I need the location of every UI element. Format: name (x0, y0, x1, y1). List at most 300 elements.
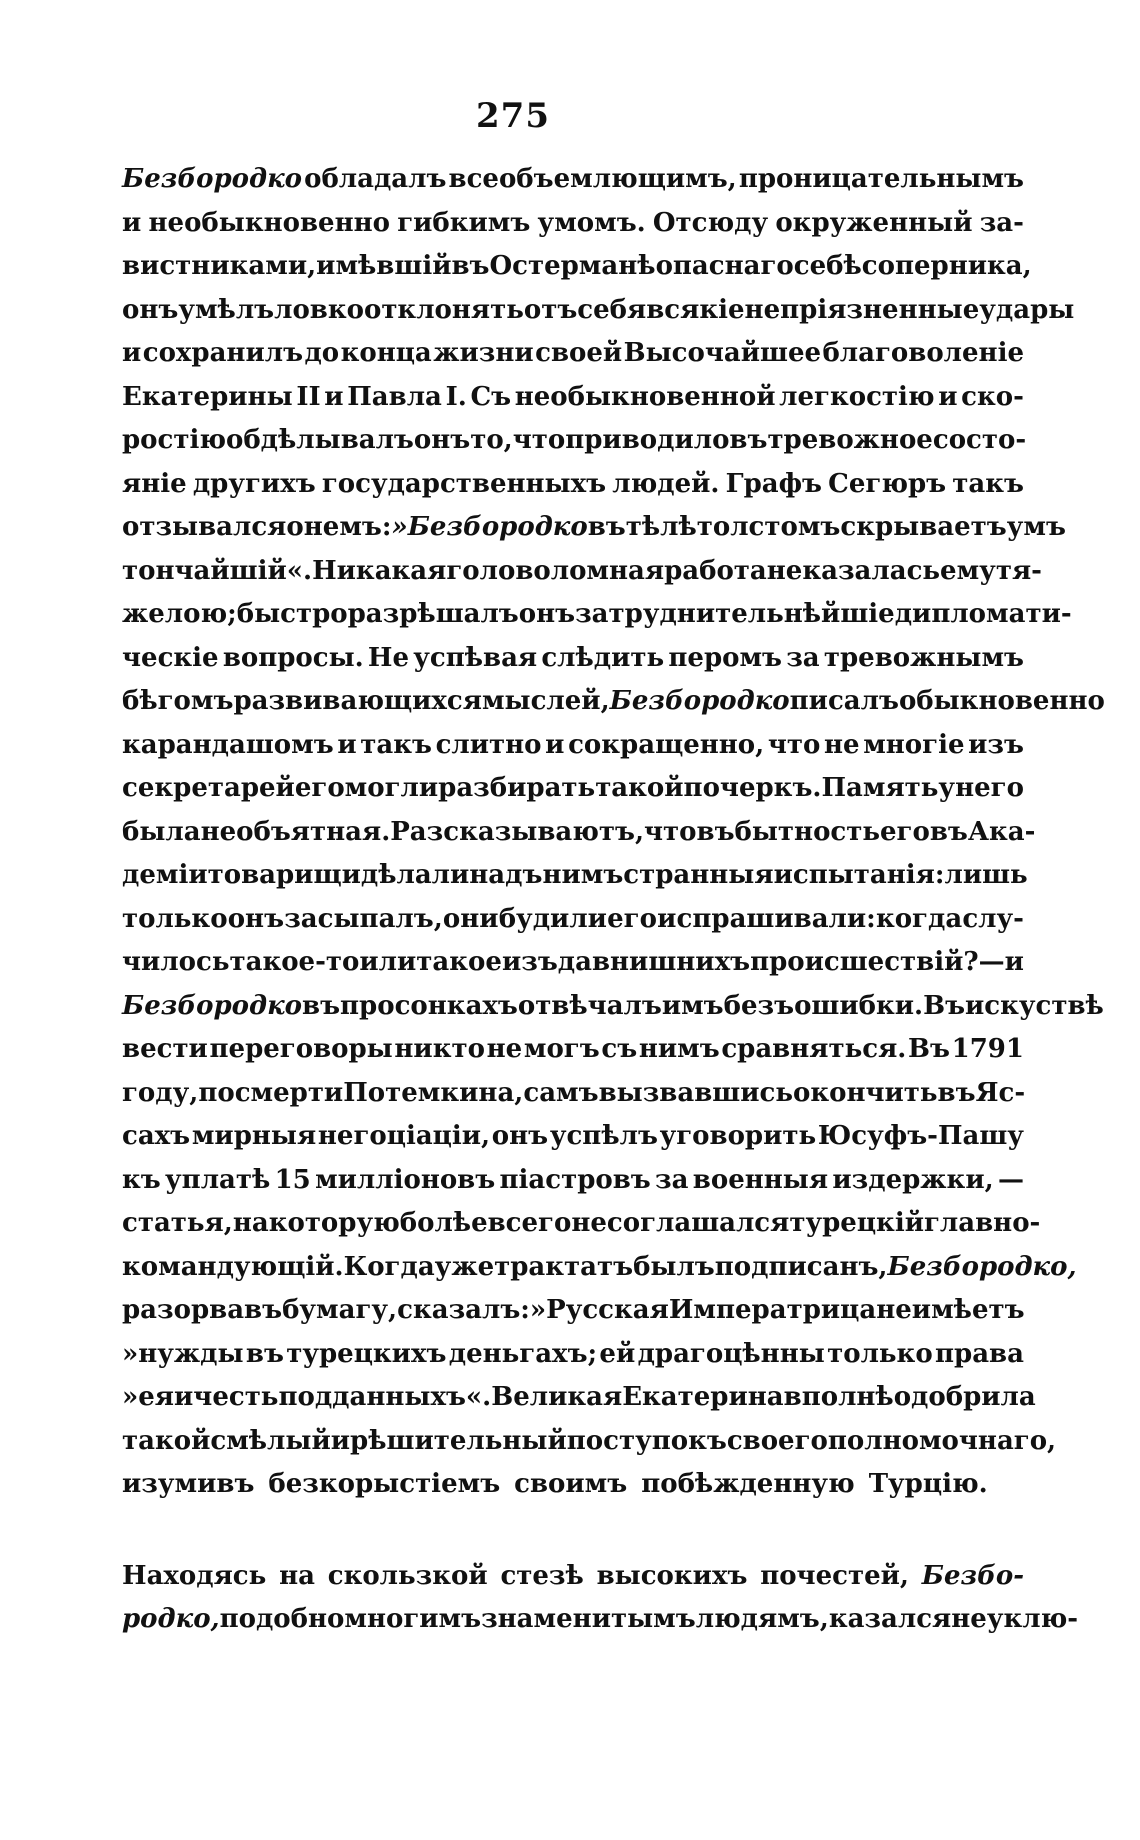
word: яніе (122, 468, 187, 499)
word: по (198, 1077, 235, 1108)
word: Павла (347, 381, 442, 412)
word: за (655, 1164, 689, 1195)
word: такое-то (229, 947, 360, 977)
word: турецкій (789, 1208, 924, 1238)
word: никто (394, 1034, 485, 1064)
word: честь (193, 1382, 279, 1412)
word: умомъ. (537, 207, 646, 238)
text-line (122, 1202, 1041, 1246)
word: отклонять (363, 294, 524, 325)
text-line (122, 245, 1032, 289)
word: стезѣ (500, 1560, 584, 1591)
text-line (122, 985, 1104, 1029)
word: развивающихся (233, 686, 482, 716)
word: окруженный (775, 207, 973, 238)
text-line (122, 1598, 1079, 1642)
word: году, (122, 1077, 199, 1108)
word: затруднительнѣйшіе (575, 599, 895, 629)
word: ческіе (122, 642, 219, 673)
word: нимъ (638, 1034, 720, 1064)
text-line (122, 289, 1075, 333)
word: товарищи (207, 860, 361, 890)
word: не (571, 1208, 607, 1238)
word: до (304, 338, 340, 368)
word: его (880, 816, 930, 847)
paragraph-spacer (122, 1507, 1024, 1555)
word: въ (937, 1077, 976, 1108)
word: опаснаго (655, 251, 794, 281)
word: успѣлъ (549, 1121, 658, 1151)
word: подданныхъ«. (278, 1382, 492, 1412)
word: разрѣшалъ (347, 599, 519, 629)
paragraph (122, 1555, 1079, 1642)
word: II (296, 381, 321, 412)
word: дѣлали (360, 860, 470, 890)
word: статья, (122, 1208, 233, 1238)
word: отвѣчалъ (517, 990, 662, 1021)
word: тревожное (767, 425, 933, 455)
word: съ (601, 1034, 638, 1064)
word: себѣ (793, 251, 862, 281)
text-line (122, 550, 1042, 594)
word: многимъ (344, 1604, 482, 1634)
word: турецкихъ (286, 1338, 447, 1369)
word: могъ (523, 1034, 600, 1064)
text-line (122, 202, 1024, 246)
text-line (122, 332, 1024, 376)
word: приводило (565, 425, 730, 455)
word: ростію (122, 425, 226, 455)
text-line (122, 1115, 1024, 1159)
word: необыкновенно (148, 207, 390, 238)
word: уже (434, 1251, 495, 1282)
word: Не (367, 642, 410, 673)
text-line (122, 1028, 1024, 1072)
word: бумагу, (282, 1295, 398, 1325)
word: Турцію. (868, 1469, 988, 1499)
word: I. (445, 381, 467, 412)
word: за- (979, 207, 1024, 238)
word: карандашомъ (122, 729, 334, 760)
word: разорвавъ (122, 1295, 283, 1325)
word: Въ (923, 990, 966, 1021)
word: многіе (863, 729, 965, 760)
word: Безбо- (921, 1560, 1024, 1591)
word: былъ (633, 1251, 715, 1282)
word: Когда (343, 1251, 435, 1282)
word: окончить (792, 1077, 938, 1108)
word: ей (599, 1338, 636, 1369)
word: командующій. (122, 1251, 344, 1282)
word: будили (498, 903, 607, 934)
word: отзывался (122, 512, 287, 542)
word: дипломати- (894, 599, 1072, 629)
word: казалась (802, 555, 941, 586)
word: вопросы. (222, 642, 364, 673)
word: мыслей, (481, 686, 610, 716)
word: подписанъ, (714, 1251, 888, 1282)
word: изумивъ (122, 1469, 255, 1499)
text-line (122, 1072, 1024, 1116)
word: »ея (122, 1382, 174, 1412)
word: умѣлъ (178, 294, 275, 325)
word: уплатѣ (165, 1164, 271, 1195)
word: ловко (274, 294, 364, 325)
word: вызвавшись (598, 1077, 793, 1108)
word: чилось (122, 947, 230, 977)
word: Разсказываютъ, (390, 816, 645, 847)
word: за (786, 642, 820, 673)
word: Юсуфъ-Пашу (817, 1121, 1024, 1151)
page-number: 275 (476, 96, 550, 136)
word: испытанія: (773, 860, 945, 890)
word: была (122, 816, 201, 847)
word: неуклю- (951, 1604, 1079, 1634)
word: вистниками, (122, 251, 317, 281)
word: давнишнихъ (557, 947, 751, 977)
word: проницательнымъ (738, 164, 1024, 194)
word: самъ (523, 1077, 599, 1108)
word: или (359, 947, 417, 977)
word: тончайшій«. (122, 555, 313, 586)
word: и (657, 903, 677, 934)
word: Екатерины (122, 381, 293, 412)
word: его (607, 903, 657, 934)
word: людямъ, (695, 1604, 829, 1634)
word: умъ (1006, 512, 1066, 542)
word: Ака- (967, 816, 1036, 847)
word: Потемкина, (343, 1077, 524, 1108)
word: и (324, 381, 344, 412)
word: Съ (470, 381, 512, 412)
word: нимъ (542, 860, 624, 890)
word: только (827, 1338, 933, 1369)
word: лишь (944, 860, 1028, 890)
word: слѣдить (541, 642, 665, 673)
word: Память (821, 773, 939, 803)
text-line (122, 1246, 1077, 1290)
text-line (122, 1555, 1024, 1599)
word: что (644, 816, 697, 847)
word: деньгахъ; (448, 1338, 598, 1369)
word: которую (268, 1208, 400, 1238)
word: толстомъ (696, 512, 841, 542)
word: необыкновенной (514, 381, 776, 412)
word: бытность (734, 816, 881, 847)
word: въ (451, 251, 490, 281)
text-line (122, 1463, 1024, 1507)
word: безкорыстіемъ (268, 1469, 501, 1499)
word: секретарей (122, 773, 295, 803)
text-line (122, 724, 1024, 768)
text-line (122, 898, 1024, 942)
word: Сегюръ (828, 468, 947, 499)
word: вести (122, 1034, 208, 1064)
word: необъятная. (200, 816, 391, 847)
word: обладалъ (304, 164, 447, 194)
word: »Русская (529, 1295, 669, 1325)
word: и (122, 338, 142, 368)
text-line (122, 637, 1024, 681)
word: и (330, 1425, 351, 1456)
word: на (279, 1560, 315, 1591)
word: состо- (932, 425, 1027, 455)
word: на (232, 1208, 269, 1238)
word: непріязненные (744, 294, 980, 325)
word: себя (577, 294, 647, 325)
text-line (122, 419, 1027, 463)
word: имѣетъ (911, 1295, 1025, 1325)
word: странныя (623, 860, 774, 890)
word: Остерманѣ (489, 251, 656, 281)
word: »нужды (122, 1338, 244, 1369)
word: засыпалъ, (284, 903, 443, 934)
word: такъ (952, 468, 1024, 499)
word: надъ (469, 860, 543, 890)
word: скользкой (327, 1560, 488, 1591)
word: тревожнымъ (823, 642, 1024, 673)
word: сказалъ: (397, 1295, 530, 1325)
text-line (122, 854, 1028, 898)
word: въ (245, 1338, 284, 1369)
word: скрываетъ (840, 512, 1007, 542)
word: знаменитымъ (481, 1604, 696, 1634)
word: отъ (523, 294, 578, 325)
word: онъ (122, 294, 179, 325)
word: такое (416, 947, 502, 977)
word: піастровъ (499, 1164, 651, 1195)
word: 15 (274, 1164, 311, 1195)
text-line (122, 1420, 1057, 1464)
word: 1791 (951, 1034, 1024, 1064)
word: желою; (122, 599, 237, 629)
word: спрашивали: (676, 903, 876, 934)
word: деміи (122, 860, 208, 890)
word: Никакая (312, 555, 447, 586)
word: вполнѣ (783, 1382, 894, 1412)
word: бѣгомъ (122, 686, 234, 716)
word: смѣлый (210, 1425, 331, 1456)
word: Безбородко (122, 990, 303, 1021)
word: не (486, 1034, 523, 1064)
word: своего (726, 1425, 828, 1456)
word: Отсюду (652, 207, 769, 238)
word: поступокъ (566, 1425, 727, 1456)
word: быстро (236, 599, 348, 629)
text-line (122, 463, 1024, 507)
word: искуствѣ (965, 990, 1104, 1021)
word: — (978, 947, 1005, 977)
word: о (286, 512, 304, 542)
word: головоломная (446, 555, 665, 586)
word: военныя (692, 1164, 829, 1195)
word: переговоры (209, 1034, 393, 1064)
word: то, (470, 425, 513, 455)
word: милліоновъ (315, 1164, 496, 1195)
word: и (938, 381, 958, 412)
word: родко, (122, 1604, 220, 1634)
word: обдѣлывалъ (226, 425, 414, 455)
word: полномочнаго, (827, 1425, 1057, 1456)
word: онъ (491, 1121, 549, 1151)
word: Яс- (975, 1077, 1026, 1108)
text-line (122, 680, 1105, 724)
word: главно- (923, 1208, 1041, 1238)
text-line (122, 1333, 1024, 1377)
text-line (122, 811, 1036, 855)
word: имѣвшій (316, 251, 452, 281)
word: что (512, 425, 566, 455)
word: ошибки. (794, 990, 924, 1021)
text-line (122, 767, 1024, 811)
word: у (938, 773, 956, 803)
text-line (122, 506, 1066, 550)
word: Находясь (122, 1560, 267, 1591)
word: соглашался (606, 1208, 790, 1238)
word: почестей, (760, 1560, 909, 1591)
word: такой (122, 1425, 211, 1456)
word: сравняться. (721, 1034, 907, 1064)
word: Безбородко, (887, 1251, 1077, 1282)
word: — (997, 1164, 1024, 1195)
word: рѣшительный (350, 1425, 567, 1456)
word: всего (487, 1208, 572, 1238)
word: издержки, (832, 1164, 994, 1195)
word: въ (696, 816, 735, 847)
word: ско- (961, 381, 1024, 412)
word: него (955, 773, 1024, 803)
word: своей (535, 338, 623, 368)
word: побѣжденную (641, 1469, 855, 1499)
word: сохранилъ (142, 338, 304, 368)
word: людей. (612, 468, 720, 499)
word: тя- (995, 555, 1042, 586)
word: онъ (518, 599, 576, 629)
word: когда (875, 903, 963, 934)
word: трактатъ (494, 1251, 634, 1282)
word: такой (595, 773, 684, 803)
word: смерти (234, 1077, 344, 1108)
word: сахъ (122, 1121, 191, 1151)
word: только (122, 903, 228, 934)
text-line (122, 941, 1024, 985)
text-line (122, 158, 1024, 202)
body-text (122, 158, 1105, 1642)
word: имъ (661, 990, 724, 1021)
word: почеркъ. (683, 773, 822, 803)
word: немъ: (303, 512, 392, 542)
word: права (935, 1338, 1024, 1369)
word: казался (828, 1604, 952, 1634)
word: Въ (908, 1034, 950, 1064)
word: Императрица (668, 1295, 877, 1325)
word: Безбородко (122, 164, 303, 194)
word: сокращенно, (568, 729, 765, 760)
word: одобрила (893, 1382, 1036, 1412)
paragraph (122, 158, 1105, 1507)
word: и (122, 207, 142, 238)
word: своимъ (514, 1469, 628, 1499)
word: всеобъемлющимъ, (448, 164, 737, 194)
word: слитно (435, 729, 542, 760)
word: негоціаціи, (317, 1121, 491, 1151)
word: благоволеніе (822, 338, 1024, 368)
word: не (876, 1295, 912, 1325)
word: Высочайшее (623, 338, 822, 368)
word: мирныя (191, 1121, 317, 1151)
word: изъ (501, 947, 558, 977)
word: »Безбородко (391, 512, 588, 542)
word: болѣе (399, 1208, 488, 1238)
word: Безбородко (609, 686, 790, 716)
word: они (442, 903, 499, 934)
word: къ (122, 1164, 161, 1195)
word: соперника, (861, 251, 1032, 281)
word: происшествій? (750, 947, 979, 977)
text-line (122, 593, 1072, 637)
word: легкостію (779, 381, 935, 412)
word: удары (979, 294, 1075, 325)
word: слу- (962, 903, 1024, 934)
text-line (122, 1159, 1024, 1203)
word: Великая (491, 1382, 623, 1412)
word: изъ (968, 729, 1024, 760)
word: въ (302, 990, 341, 1021)
word: что (767, 729, 821, 760)
word: могли (344, 773, 439, 803)
word: Графъ (725, 468, 822, 499)
word: Екатерина (622, 1382, 784, 1412)
word: жизни (433, 338, 534, 368)
word: и (545, 729, 565, 760)
word: драгоцѣнны (637, 1338, 825, 1369)
word: онъ (227, 903, 285, 934)
word: и (337, 729, 357, 760)
word: подобно (219, 1604, 345, 1634)
word: уговорить (659, 1121, 817, 1151)
text-line (122, 1376, 1036, 1420)
text-line (122, 1289, 1024, 1333)
word: въ (929, 816, 968, 847)
word: въ (729, 425, 768, 455)
word: въ (587, 512, 626, 542)
word: успѣвая (413, 642, 538, 673)
word: всякіе (646, 294, 745, 325)
word: и (174, 1382, 194, 1412)
word: работа (664, 555, 767, 586)
word: разбирать (438, 773, 596, 803)
word: другихъ (192, 468, 316, 499)
word: ему (940, 555, 996, 586)
word: и (1004, 947, 1024, 977)
word: перомъ (668, 642, 782, 673)
text-line (122, 376, 1024, 420)
word: высокихъ (596, 1560, 748, 1591)
word: такъ (360, 729, 432, 760)
word: не (766, 555, 803, 586)
word: писалъ (789, 686, 899, 716)
word: гибкимъ (397, 207, 531, 238)
word: его (294, 773, 345, 803)
word: обыкновенно (898, 686, 1105, 716)
word: онъ (413, 425, 471, 455)
word: конца (340, 338, 432, 368)
word: тѣлѣ (625, 512, 697, 542)
word: безъ (723, 990, 795, 1021)
word: не (823, 729, 860, 760)
word: просонкахъ (340, 990, 518, 1021)
word: государственныхъ (321, 468, 607, 499)
